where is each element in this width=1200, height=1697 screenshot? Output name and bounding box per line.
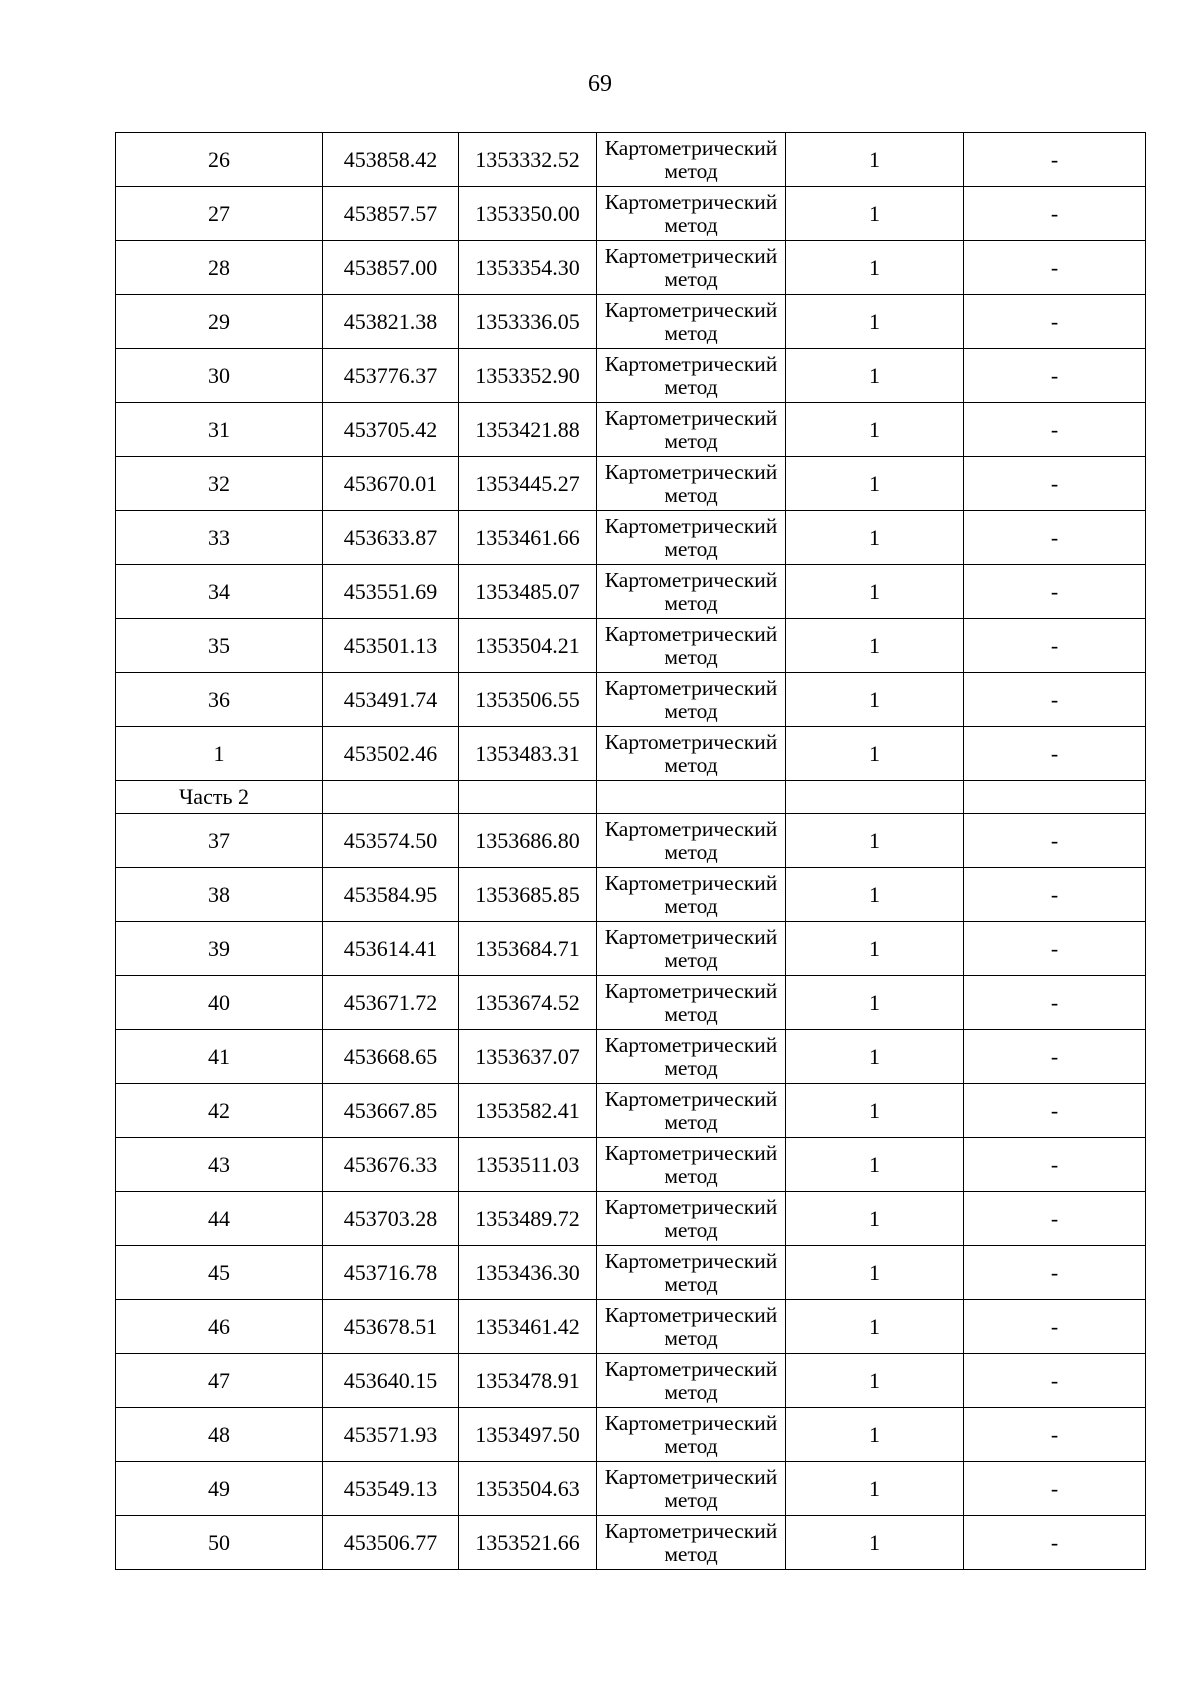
y-coordinate-cell: 1353637.07 xyxy=(459,1030,597,1084)
x-coordinate-cell: 453678.51 xyxy=(323,1300,459,1354)
part-label: Часть 2 xyxy=(116,781,323,814)
point-number-cell: 29 xyxy=(116,295,323,349)
accuracy-cell: 1 xyxy=(786,619,964,673)
accuracy-cell: 1 xyxy=(786,403,964,457)
accuracy-cell: 1 xyxy=(786,1300,964,1354)
note-cell: - xyxy=(964,868,1146,922)
point-number-cell: 46 xyxy=(116,1300,323,1354)
method-cell: Картометрический метод xyxy=(597,727,786,781)
note-cell: - xyxy=(964,1354,1146,1408)
point-number-cell: 31 xyxy=(116,403,323,457)
method-cell: Картометрический метод xyxy=(597,403,786,457)
table-row xyxy=(116,1192,1146,1246)
note-cell: - xyxy=(964,565,1146,619)
accuracy-cell: 1 xyxy=(786,1084,964,1138)
x-coordinate-cell: 453676.33 xyxy=(323,1138,459,1192)
method-cell: Картометрический метод xyxy=(597,976,786,1030)
x-coordinate-cell: 453549.13 xyxy=(323,1462,459,1516)
accuracy-cell: 1 xyxy=(786,814,964,868)
point-number-cell: 49 xyxy=(116,1462,323,1516)
table-row xyxy=(116,619,1146,673)
accuracy-cell: 1 xyxy=(786,511,964,565)
y-coordinate-cell: 1353436.30 xyxy=(459,1246,597,1300)
point-number-cell: 36 xyxy=(116,673,323,727)
y-coordinate-cell: 1353485.07 xyxy=(459,565,597,619)
note-cell: - xyxy=(964,727,1146,781)
table-row xyxy=(116,727,1146,781)
point-number-cell: 1 xyxy=(116,727,323,781)
note-cell: - xyxy=(964,1084,1146,1138)
y-coordinate-cell: 1353504.21 xyxy=(459,619,597,673)
method-cell: Картометрический метод xyxy=(597,814,786,868)
table-row xyxy=(116,565,1146,619)
note-cell: - xyxy=(964,1462,1146,1516)
note-cell: - xyxy=(964,673,1146,727)
y-coordinate-cell: 1353478.91 xyxy=(459,1354,597,1408)
accuracy-cell: 1 xyxy=(786,565,964,619)
y-coordinate-cell: 1353489.72 xyxy=(459,1192,597,1246)
y-coordinate-cell: 1353686.80 xyxy=(459,814,597,868)
method-cell: Картометрический метод xyxy=(597,868,786,922)
method-cell: Картометрический метод xyxy=(597,511,786,565)
accuracy-cell: 1 xyxy=(786,457,964,511)
accuracy-cell: 1 xyxy=(786,868,964,922)
accuracy-cell: 1 xyxy=(786,1408,964,1462)
y-coordinate-cell: 1353685.85 xyxy=(459,868,597,922)
table-row xyxy=(116,976,1146,1030)
accuracy-cell: 1 xyxy=(786,241,964,295)
table-row xyxy=(116,241,1146,295)
x-coordinate-cell: 453857.00 xyxy=(323,241,459,295)
x-coordinate-cell: 453668.65 xyxy=(323,1030,459,1084)
x-coordinate-cell: 453640.15 xyxy=(323,1354,459,1408)
y-coordinate-cell: 1353497.50 xyxy=(459,1408,597,1462)
accuracy-cell: 1 xyxy=(786,349,964,403)
note-cell: - xyxy=(964,1300,1146,1354)
point-number-cell: 45 xyxy=(116,1246,323,1300)
accuracy-cell: 1 xyxy=(786,1516,964,1570)
accuracy-cell: 1 xyxy=(786,1138,964,1192)
y-coordinate-cell: 1353352.90 xyxy=(459,349,597,403)
point-number-cell: 50 xyxy=(116,1516,323,1570)
empty-cell xyxy=(597,781,786,814)
table-row xyxy=(116,1354,1146,1408)
accuracy-cell: 1 xyxy=(786,187,964,241)
accuracy-cell: 1 xyxy=(786,1462,964,1516)
point-number-cell: 41 xyxy=(116,1030,323,1084)
x-coordinate-cell: 453705.42 xyxy=(323,403,459,457)
table-row xyxy=(116,457,1146,511)
empty-cell xyxy=(786,781,964,814)
table-row xyxy=(116,133,1146,187)
method-cell: Картометрический метод xyxy=(597,1084,786,1138)
point-number-cell: 32 xyxy=(116,457,323,511)
x-coordinate-cell: 453501.13 xyxy=(323,619,459,673)
coordinates-table-body xyxy=(116,133,1146,1570)
x-coordinate-cell: 453821.38 xyxy=(323,295,459,349)
point-number-cell: 34 xyxy=(116,565,323,619)
method-cell: Картометрический метод xyxy=(597,1462,786,1516)
y-coordinate-cell: 1353483.31 xyxy=(459,727,597,781)
y-coordinate-cell: 1353350.00 xyxy=(459,187,597,241)
x-coordinate-cell: 453776.37 xyxy=(323,349,459,403)
note-cell: - xyxy=(964,619,1146,673)
accuracy-cell: 1 xyxy=(786,1354,964,1408)
y-coordinate-cell: 1353461.66 xyxy=(459,511,597,565)
point-number-cell: 42 xyxy=(116,1084,323,1138)
table-row xyxy=(116,349,1146,403)
x-coordinate-cell: 453633.87 xyxy=(323,511,459,565)
y-coordinate-cell: 1353336.05 xyxy=(459,295,597,349)
note-cell: - xyxy=(964,1030,1146,1084)
point-number-cell: 27 xyxy=(116,187,323,241)
method-cell: Картометрический метод xyxy=(597,1030,786,1084)
y-coordinate-cell: 1353354.30 xyxy=(459,241,597,295)
x-coordinate-cell: 453703.28 xyxy=(323,1192,459,1246)
accuracy-cell: 1 xyxy=(786,1030,964,1084)
point-number-cell: 40 xyxy=(116,976,323,1030)
x-coordinate-cell: 453502.46 xyxy=(323,727,459,781)
x-coordinate-cell: 453584.95 xyxy=(323,868,459,922)
y-coordinate-cell: 1353332.52 xyxy=(459,133,597,187)
method-cell: Картометрический метод xyxy=(597,1408,786,1462)
table-row xyxy=(116,1516,1146,1570)
accuracy-cell: 1 xyxy=(786,1246,964,1300)
x-coordinate-cell: 453667.85 xyxy=(323,1084,459,1138)
table-row xyxy=(116,673,1146,727)
y-coordinate-cell: 1353506.55 xyxy=(459,673,597,727)
note-cell: - xyxy=(964,814,1146,868)
table-row xyxy=(116,1408,1146,1462)
x-coordinate-cell: 453670.01 xyxy=(323,457,459,511)
empty-cell xyxy=(323,781,459,814)
note-cell: - xyxy=(964,922,1146,976)
method-cell: Картометрический метод xyxy=(597,1192,786,1246)
note-cell: - xyxy=(964,511,1146,565)
y-coordinate-cell: 1353461.42 xyxy=(459,1300,597,1354)
method-cell: Картометрический метод xyxy=(597,349,786,403)
x-coordinate-cell: 453671.72 xyxy=(323,976,459,1030)
note-cell: - xyxy=(964,1138,1146,1192)
method-cell: Картометрический метод xyxy=(597,673,786,727)
note-cell: - xyxy=(964,349,1146,403)
accuracy-cell: 1 xyxy=(786,727,964,781)
point-number-cell: 39 xyxy=(116,922,323,976)
method-cell: Картометрический метод xyxy=(597,1354,786,1408)
accuracy-cell: 1 xyxy=(786,922,964,976)
accuracy-cell: 1 xyxy=(786,1192,964,1246)
table-row xyxy=(116,1300,1146,1354)
y-coordinate-cell: 1353521.66 xyxy=(459,1516,597,1570)
table-row xyxy=(116,187,1146,241)
point-number-cell: 43 xyxy=(116,1138,323,1192)
method-cell: Картометрический метод xyxy=(597,457,786,511)
method-cell: Картометрический метод xyxy=(597,1138,786,1192)
method-cell: Картометрический метод xyxy=(597,565,786,619)
point-number-cell: 33 xyxy=(116,511,323,565)
method-cell: Картометрический метод xyxy=(597,619,786,673)
note-cell: - xyxy=(964,1246,1146,1300)
x-coordinate-cell: 453614.41 xyxy=(323,922,459,976)
x-coordinate-cell: 453716.78 xyxy=(323,1246,459,1300)
x-coordinate-cell: 453551.69 xyxy=(323,565,459,619)
table-row xyxy=(116,511,1146,565)
table-row xyxy=(116,1462,1146,1516)
method-cell: Картометрический метод xyxy=(597,1516,786,1570)
note-cell: - xyxy=(964,133,1146,187)
table-row xyxy=(116,1138,1146,1192)
note-cell: - xyxy=(964,1192,1146,1246)
note-cell: - xyxy=(964,403,1146,457)
table-row xyxy=(116,868,1146,922)
point-number-cell: 26 xyxy=(116,133,323,187)
x-coordinate-cell: 453506.77 xyxy=(323,1516,459,1570)
point-number-cell: 47 xyxy=(116,1354,323,1408)
empty-cell xyxy=(964,781,1146,814)
y-coordinate-cell: 1353511.03 xyxy=(459,1138,597,1192)
table-row xyxy=(116,814,1146,868)
point-number-cell: 35 xyxy=(116,619,323,673)
table-row xyxy=(116,922,1146,976)
x-coordinate-cell: 453857.57 xyxy=(323,187,459,241)
page-number: 69 xyxy=(588,71,612,97)
note-cell: - xyxy=(964,1516,1146,1570)
method-cell: Картометрический метод xyxy=(597,133,786,187)
note-cell: - xyxy=(964,457,1146,511)
note-cell: - xyxy=(964,976,1146,1030)
table-row xyxy=(116,1030,1146,1084)
x-coordinate-cell: 453491.74 xyxy=(323,673,459,727)
method-cell: Картометрический метод xyxy=(597,187,786,241)
note-cell: - xyxy=(964,1408,1146,1462)
method-cell: Картометрический метод xyxy=(597,1246,786,1300)
table-row xyxy=(116,1084,1146,1138)
empty-cell xyxy=(459,781,597,814)
x-coordinate-cell: 453571.93 xyxy=(323,1408,459,1462)
method-cell: Картометрический метод xyxy=(597,241,786,295)
y-coordinate-cell: 1353445.27 xyxy=(459,457,597,511)
accuracy-cell: 1 xyxy=(786,673,964,727)
point-number-cell: 28 xyxy=(116,241,323,295)
note-cell: - xyxy=(964,241,1146,295)
point-number-cell: 48 xyxy=(116,1408,323,1462)
accuracy-cell: 1 xyxy=(786,295,964,349)
y-coordinate-cell: 1353684.71 xyxy=(459,922,597,976)
table-row xyxy=(116,1246,1146,1300)
method-cell: Картометрический метод xyxy=(597,295,786,349)
point-number-cell: 37 xyxy=(116,814,323,868)
y-coordinate-cell: 1353582.41 xyxy=(459,1084,597,1138)
method-cell: Картометрический метод xyxy=(597,1300,786,1354)
note-cell: - xyxy=(964,187,1146,241)
table-row xyxy=(116,403,1146,457)
y-coordinate-cell: 1353674.52 xyxy=(459,976,597,1030)
part-header-row xyxy=(116,781,1146,814)
coordinates-table xyxy=(115,132,1146,1570)
accuracy-cell: 1 xyxy=(786,976,964,1030)
x-coordinate-cell: 453858.42 xyxy=(323,133,459,187)
method-cell: Картометрический метод xyxy=(597,922,786,976)
x-coordinate-cell: 453574.50 xyxy=(323,814,459,868)
y-coordinate-cell: 1353504.63 xyxy=(459,1462,597,1516)
table-row xyxy=(116,295,1146,349)
note-cell: - xyxy=(964,295,1146,349)
y-coordinate-cell: 1353421.88 xyxy=(459,403,597,457)
point-number-cell: 44 xyxy=(116,1192,323,1246)
point-number-cell: 38 xyxy=(116,868,323,922)
point-number-cell: 30 xyxy=(116,349,323,403)
accuracy-cell: 1 xyxy=(786,133,964,187)
